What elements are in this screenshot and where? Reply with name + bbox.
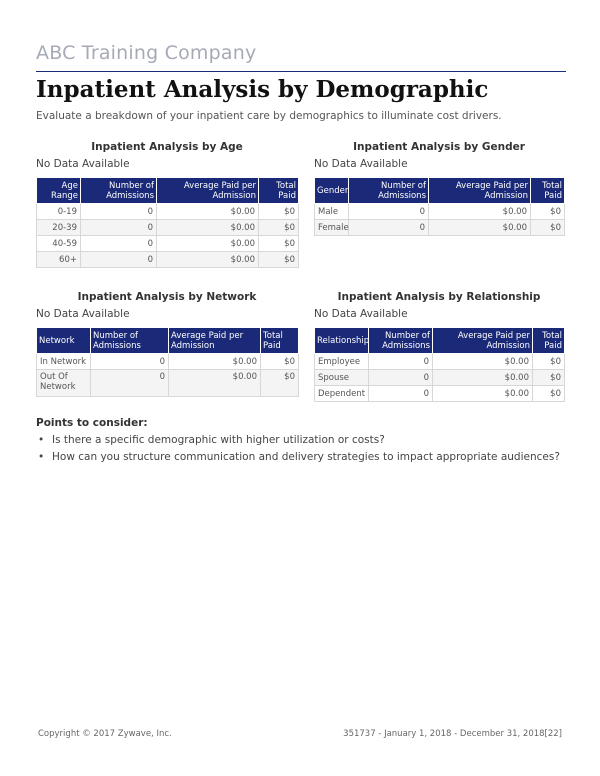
header-divider (36, 71, 566, 72)
age-section-title: Inpatient Analysis by Age (91, 141, 243, 153)
age-no-data: No Data Available (36, 158, 130, 170)
table-cell: Male (315, 204, 349, 220)
table-row (37, 354, 299, 370)
column-header: Average Paid per Admission (169, 328, 261, 354)
column-header: Average Paid per Admission (429, 178, 531, 204)
table-cell: Out Of Network (37, 370, 91, 397)
gender-no-data: No Data Available (314, 158, 408, 170)
table-cell: Spouse (315, 370, 369, 386)
column-header: Average Paid per Admission (433, 328, 533, 354)
table-cell: $0 (533, 386, 565, 402)
table-cell: 40-59 (37, 236, 81, 252)
table-row (315, 386, 565, 402)
table-cell: $0.00 (433, 354, 533, 370)
column-header: Total Paid (259, 178, 299, 204)
table-cell: 0 (81, 204, 157, 220)
table-cell: $0 (261, 370, 299, 397)
points-title: Points to consider: (36, 417, 148, 429)
relationship-no-data: No Data Available (314, 308, 408, 320)
table-cell: $0 (259, 204, 299, 220)
table-row (37, 370, 299, 397)
page-title: Inpatient Analysis by Demographic (36, 76, 489, 103)
footer-copyright: Copyright © 2017 Zywave, Inc. (38, 729, 172, 739)
company-name: ABC Training Company (36, 42, 257, 64)
column-header: Number of Admissions (81, 178, 157, 204)
gender-table (314, 177, 565, 236)
table-header-row (37, 178, 299, 204)
table-cell: Employee (315, 354, 369, 370)
relationship-table (314, 327, 565, 402)
table-row (37, 204, 299, 220)
table-cell: 60+ (37, 252, 81, 268)
table-cell: Dependent (315, 386, 369, 402)
age-section (36, 141, 298, 268)
network-no-data: No Data Available (36, 308, 130, 320)
table-row (37, 236, 299, 252)
relationship-section-title: Inpatient Analysis by Relationship (337, 291, 541, 303)
table-cell: 0-19 (37, 204, 81, 220)
table-cell: $0.00 (169, 354, 261, 370)
table-cell: $0.00 (157, 252, 259, 268)
table-cell: $0.00 (429, 204, 531, 220)
table-cell: $0.00 (429, 220, 531, 236)
column-header: Average Paid per Admission (157, 178, 259, 204)
table-header-row (315, 178, 565, 204)
gender-section-title: Inpatient Analysis by Gender (353, 141, 525, 153)
network-table (36, 327, 299, 397)
list-item (36, 450, 560, 465)
table-cell: 0 (369, 370, 433, 386)
list-item (36, 433, 560, 448)
table-cell: 20-39 (37, 220, 81, 236)
table-row (315, 220, 565, 236)
table-header-row (315, 328, 565, 354)
network-section (36, 291, 298, 397)
age-table (36, 177, 299, 268)
table-cell: $0 (531, 204, 565, 220)
column-header: Number of Admissions (369, 328, 433, 354)
page-subtitle: Evaluate a breakdown of your inpatient care by demographics to illuminate cost drivers. (36, 110, 502, 122)
table-cell: $0.00 (433, 370, 533, 386)
table-cell: 0 (349, 204, 429, 220)
table-cell: 0 (349, 220, 429, 236)
table-cell: $0.00 (157, 236, 259, 252)
table-row (315, 354, 565, 370)
table-cell: $0 (259, 220, 299, 236)
table-cell: $0.00 (157, 204, 259, 220)
list-item-text: How can you structure communication and delivery strategies to impact appropriate audiences? (52, 451, 560, 463)
table-cell: $0 (533, 370, 565, 386)
gender-section (314, 141, 564, 236)
bullet-icon: • (38, 451, 45, 463)
table-cell: In Network (37, 354, 91, 370)
table-row (315, 370, 565, 386)
column-header: Age Range (37, 178, 81, 204)
column-header: Number of Admissions (349, 178, 429, 204)
table-cell: $0 (259, 236, 299, 252)
table-cell: 0 (81, 252, 157, 268)
table-cell: $0.00 (157, 220, 259, 236)
bullet-icon: • (38, 434, 45, 446)
column-header: Total Paid (531, 178, 565, 204)
table-cell: 0 (81, 236, 157, 252)
table-cell: 0 (91, 354, 169, 370)
points-list (36, 433, 560, 467)
table-header-row (37, 328, 299, 354)
table-cell: $0.00 (433, 386, 533, 402)
footer-report-info: 351737 - January 1, 2018 - December 31, 2018[22] (343, 729, 562, 739)
table-row (37, 220, 299, 236)
table-cell: 0 (91, 370, 169, 397)
column-header: Relationship (315, 328, 369, 354)
table-cell: 0 (81, 220, 157, 236)
table-cell: $0 (261, 354, 299, 370)
column-header: Total Paid (533, 328, 565, 354)
column-header: Network (37, 328, 91, 354)
table-row (37, 252, 299, 268)
relationship-section (314, 291, 564, 402)
table-cell: $0 (259, 252, 299, 268)
column-header: Number of Admissions (91, 328, 169, 354)
table-cell: $0 (531, 220, 565, 236)
column-header: Gender (315, 178, 349, 204)
table-cell: 0 (369, 386, 433, 402)
column-header: Total Paid (261, 328, 299, 354)
table-cell: $0.00 (169, 370, 261, 397)
network-section-title: Inpatient Analysis by Network (77, 291, 257, 303)
table-cell: Female (315, 220, 349, 236)
table-cell: 0 (369, 354, 433, 370)
list-item-text: Is there a specific demographic with higher utilization or costs? (52, 434, 385, 446)
table-row (315, 204, 565, 220)
table-cell: $0 (533, 354, 565, 370)
